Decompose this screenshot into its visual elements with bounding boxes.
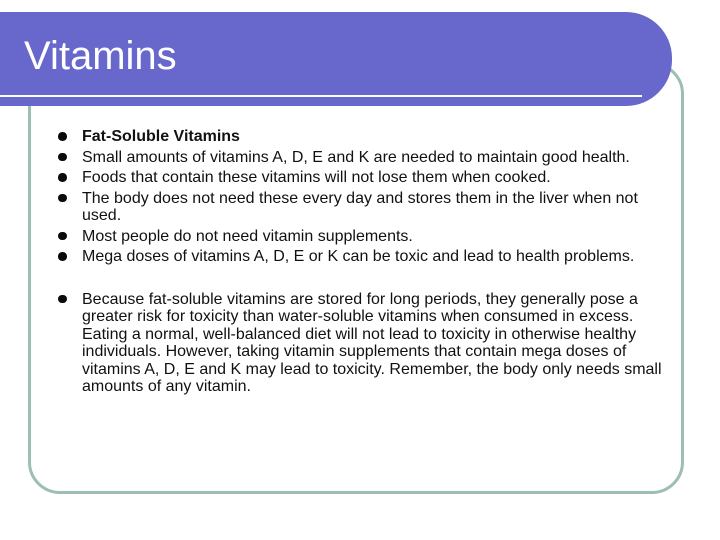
bullet-item — [82, 248, 662, 266]
title-underline — [0, 95, 642, 97]
bullet-item — [82, 190, 662, 225]
bullet-text: Foods that contain these vitamins will not lose them when cooked. — [82, 169, 551, 186]
bullet-text: Most people do not need vitamin supplements. — [82, 227, 413, 245]
bullet-item — [82, 128, 662, 146]
bullet-icon — [58, 295, 67, 304]
bullet-icon — [58, 153, 67, 162]
slide-title: Vitamins — [24, 34, 177, 78]
bullet-item — [82, 149, 662, 167]
bullet-icon — [58, 194, 67, 203]
slide-content — [82, 128, 662, 399]
paragraph-list — [82, 291, 662, 396]
title-bar — [0, 12, 672, 106]
bullet-icon — [58, 173, 67, 182]
bullet-text: Small amounts of vitamins A, D, E and K are needed to maintain good health. — [82, 148, 630, 166]
bullet-icon — [58, 132, 67, 141]
bullet-list — [82, 128, 662, 266]
paragraph-text: Because fat-soluble vitamins are stored for long periods, they generally pose a greater risk for toxicity than water-soluble vitamins when consumed in excess. Eating a normal, well-balanced diet will not lead to toxicity in otherwise healthy individuals. However, taking vitamin supplements that contain mega doses of vitamins A, D, E and K may lead to toxicity. Remember, the body only needs small amounts of any vitamin. — [82, 290, 662, 395]
bullet-text: The body does not need these every day and stores them in the liver when not used. — [82, 189, 638, 224]
bullet-text: Mega doses of vitamins A, D, E or K can be toxic and lead to health problems. — [82, 248, 635, 265]
bullet-item — [82, 228, 662, 246]
bullet-icon — [58, 252, 67, 261]
paragraph-item — [82, 291, 662, 396]
bullet-icon — [58, 232, 67, 241]
bullet-item — [82, 169, 662, 187]
bullet-text: Fat-Soluble Vitamins — [82, 128, 240, 145]
